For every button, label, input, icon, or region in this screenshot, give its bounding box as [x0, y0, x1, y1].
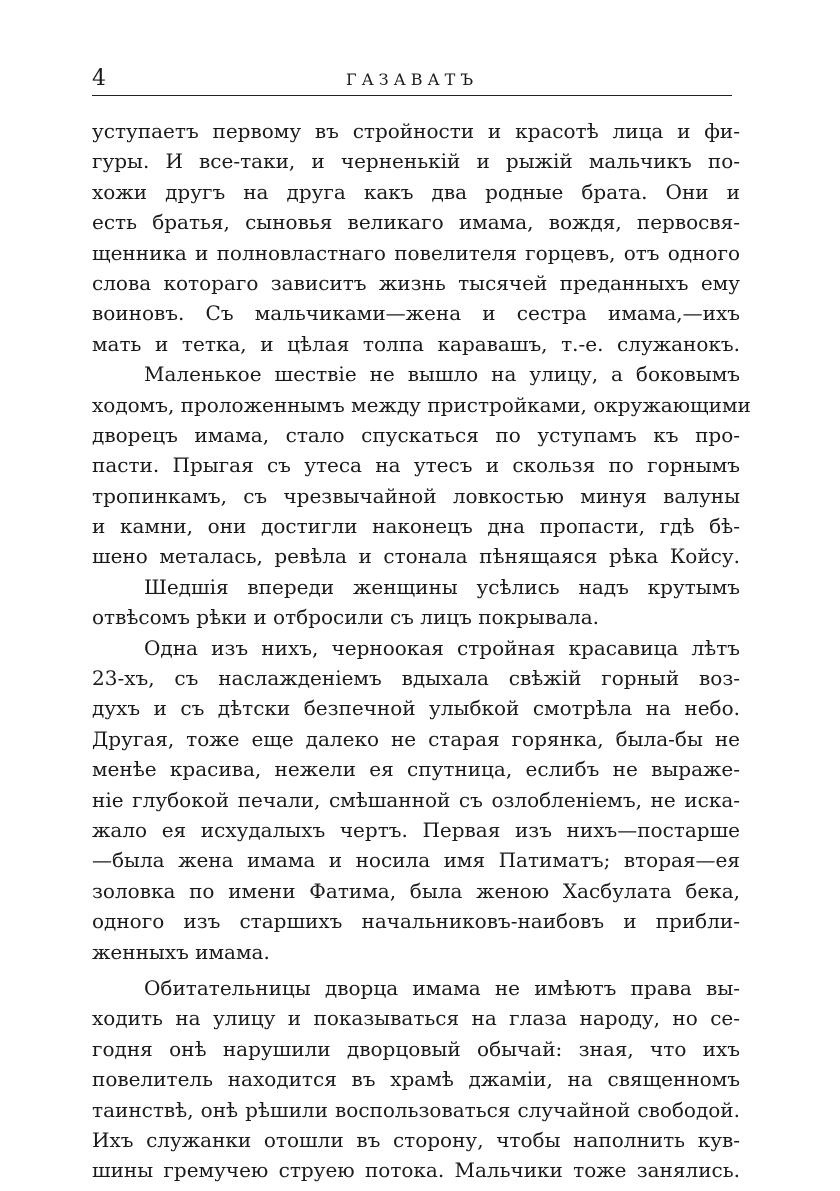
text-line: повелитель находится въ храмѣ джаміи, на священномъ — [92, 1067, 740, 1092]
text-line: шено металась, ревѣла и стонала пѣнящаяся рѣка Койсу. — [92, 544, 740, 569]
text-line: шины гремучею струею потока. Мальчики тоже занялись. — [92, 1158, 740, 1183]
text-line: есть братья, сыновья великаго имама, вождя, первосвя- — [92, 210, 740, 235]
text-line: Ихъ служанки отошли въ сторону, чтобы наполнить кув- — [92, 1127, 740, 1152]
text-line: ніе глубокой печали, смѣшанной съ озлобленіемъ, не иска- — [92, 787, 740, 812]
running-title: ГАЗАВАТЪ — [345, 70, 479, 89]
text-line: —была жена имама и носила имя Патиматъ; вторая—ея — [92, 848, 740, 873]
text-line: менѣе красива, нежели ея спутница, еслибъ не выраже- — [92, 757, 740, 782]
text-line: воиновъ. Съ мальчиками—жена и сестра имама,—ихъ — [92, 301, 740, 326]
body-text — [92, 116, 751, 1186]
text-line: пасти. Прыгая съ утеса на утесъ и скользя по горнымъ — [92, 453, 740, 478]
text-line: уступаетъ первому въ стройности и красотѣ лица и фи- — [92, 119, 740, 143]
paragraph-start-line: Обитательницы дворца имама не имѣютъ права вы- — [144, 975, 740, 1000]
header-rule — [92, 95, 732, 96]
text-line: дворецъ имама, стало спускаться по уступамъ къ про- — [92, 422, 740, 447]
text-line: женныхъ имама. — [92, 939, 270, 964]
page-number: 4 — [92, 66, 106, 91]
text-line: золовка по имени Фатима, была женою Хасбулата бека, — [92, 878, 740, 903]
text-line: отвѣсомъ рѣки и отбросили съ лицъ покрывала. — [92, 605, 599, 630]
text-line: хожи другъ на друга какъ два родные брата. Они и — [92, 179, 740, 204]
text-line: слова котораго зависитъ жизнь тысячей преданныхъ ему — [92, 270, 740, 295]
text-line: ходомъ, проложеннымъ между пристройками, окружающими — [92, 392, 751, 417]
text-line: 23-хъ, съ наслажденіемъ вдыхала свѣжій горный воз- — [92, 666, 740, 691]
text-line: ходить на улицу и показываться на глаза народу, но се- — [92, 1006, 740, 1031]
text-line: Другая, тоже еще далеко не старая горянка, была-бы не — [92, 726, 740, 751]
paragraph-start-line: Маленькое шествіе не вышло на улицу, а боковымъ — [144, 362, 740, 387]
text-line: духъ и съ дѣтски безпечной улыбкой смотрѣла на небо. — [92, 696, 740, 721]
text-line: таинствѣ, онѣ рѣшили воспользоваться случайной свободой. — [92, 1097, 740, 1122]
text-line: щенника и полновластнаго повелителя горцевъ, отъ одного — [92, 240, 740, 265]
text-line: жало ея исхудалыхъ чертъ. Первая изъ нихъ—постарше — [92, 817, 740, 842]
text-line: мать и тетка, и цѣлая толпа каравашъ, т.-е. служанокъ. — [92, 331, 740, 356]
page-header — [92, 60, 732, 100]
paragraph-start-line: Одна изъ нихъ, черноокая стройная красавица лѣтъ — [144, 635, 740, 660]
text-line: тропинкамъ, съ чрезвычайной ловкостью минуя валуны — [92, 483, 740, 508]
text-line: одного изъ старшихъ начальниковъ-наибовъ и прибли- — [92, 909, 740, 934]
text-line: и камни, они достигли наконецъ дна пропасти, гдѣ бѣ- — [92, 514, 740, 539]
text-line: гуры. И все-таки, и черненькій и рыжій мальчикъ по- — [92, 149, 740, 174]
paragraph-start-line: Шедшія впереди женщины усѣлись надъ крутымъ — [144, 574, 740, 599]
text-line: годня онѣ нарушили дворцовый обычай: зная, что ихъ — [92, 1036, 740, 1061]
